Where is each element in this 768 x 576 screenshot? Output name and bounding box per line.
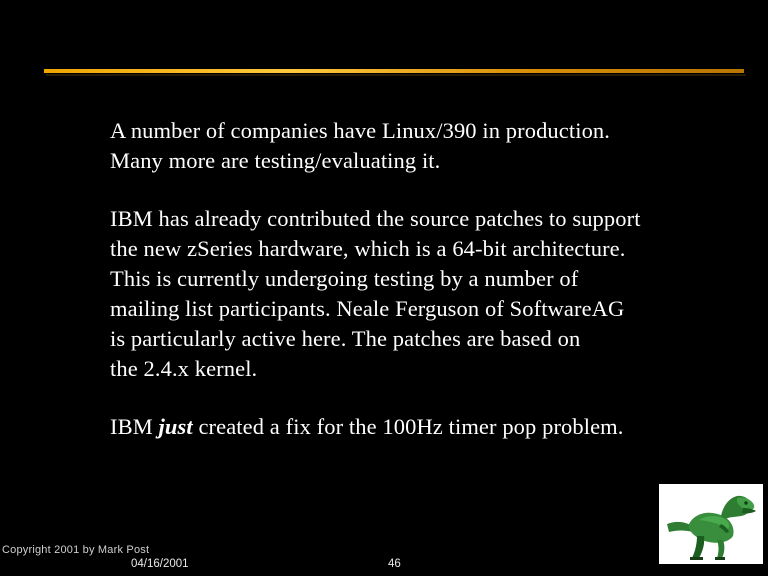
- paragraph-2-line-2: the new zSeries hardware, which is a 64-bit architecture.: [110, 236, 626, 261]
- paragraph-3: [110, 412, 738, 442]
- paragraph-2-line-3: This is currently undergoing testing by a number of: [110, 266, 579, 291]
- paragraph-2-line-4: mailing list participants. Neale Ferguson of SoftwareAG: [110, 296, 625, 321]
- paragraph-1-line-1: A number of companies have Linux/390 in production.: [110, 118, 611, 143]
- slide-body: [110, 116, 738, 442]
- paragraph-1: [110, 116, 738, 176]
- top-divider-rule: [44, 69, 744, 73]
- paragraph-2-line-1: IBM has already contributed the source patches to support: [110, 206, 641, 231]
- divider-shadow: [46, 74, 746, 76]
- paragraph-3-suffix: created a fix for the 100Hz timer pop problem.: [192, 414, 624, 439]
- copyright-notice: Copyright 2001 by Mark Post: [2, 544, 150, 556]
- paragraph-2-line-5: is particularly active here. The patches are based on: [110, 326, 581, 351]
- dinosaur-icon: [659, 484, 763, 564]
- paragraph-3-emphasis: just: [158, 414, 193, 439]
- slide-page-number: 46: [388, 558, 401, 570]
- paragraph-2-line-6: the 2.4.x kernel.: [110, 356, 258, 381]
- paragraph-2: [110, 204, 738, 384]
- paragraph-1-line-2: Many more are testing/evaluating it.: [110, 148, 441, 173]
- green-dinosaur-image: [659, 484, 763, 564]
- slide-date: 04/16/2001: [131, 558, 189, 570]
- paragraph-3-prefix: IBM: [110, 414, 159, 439]
